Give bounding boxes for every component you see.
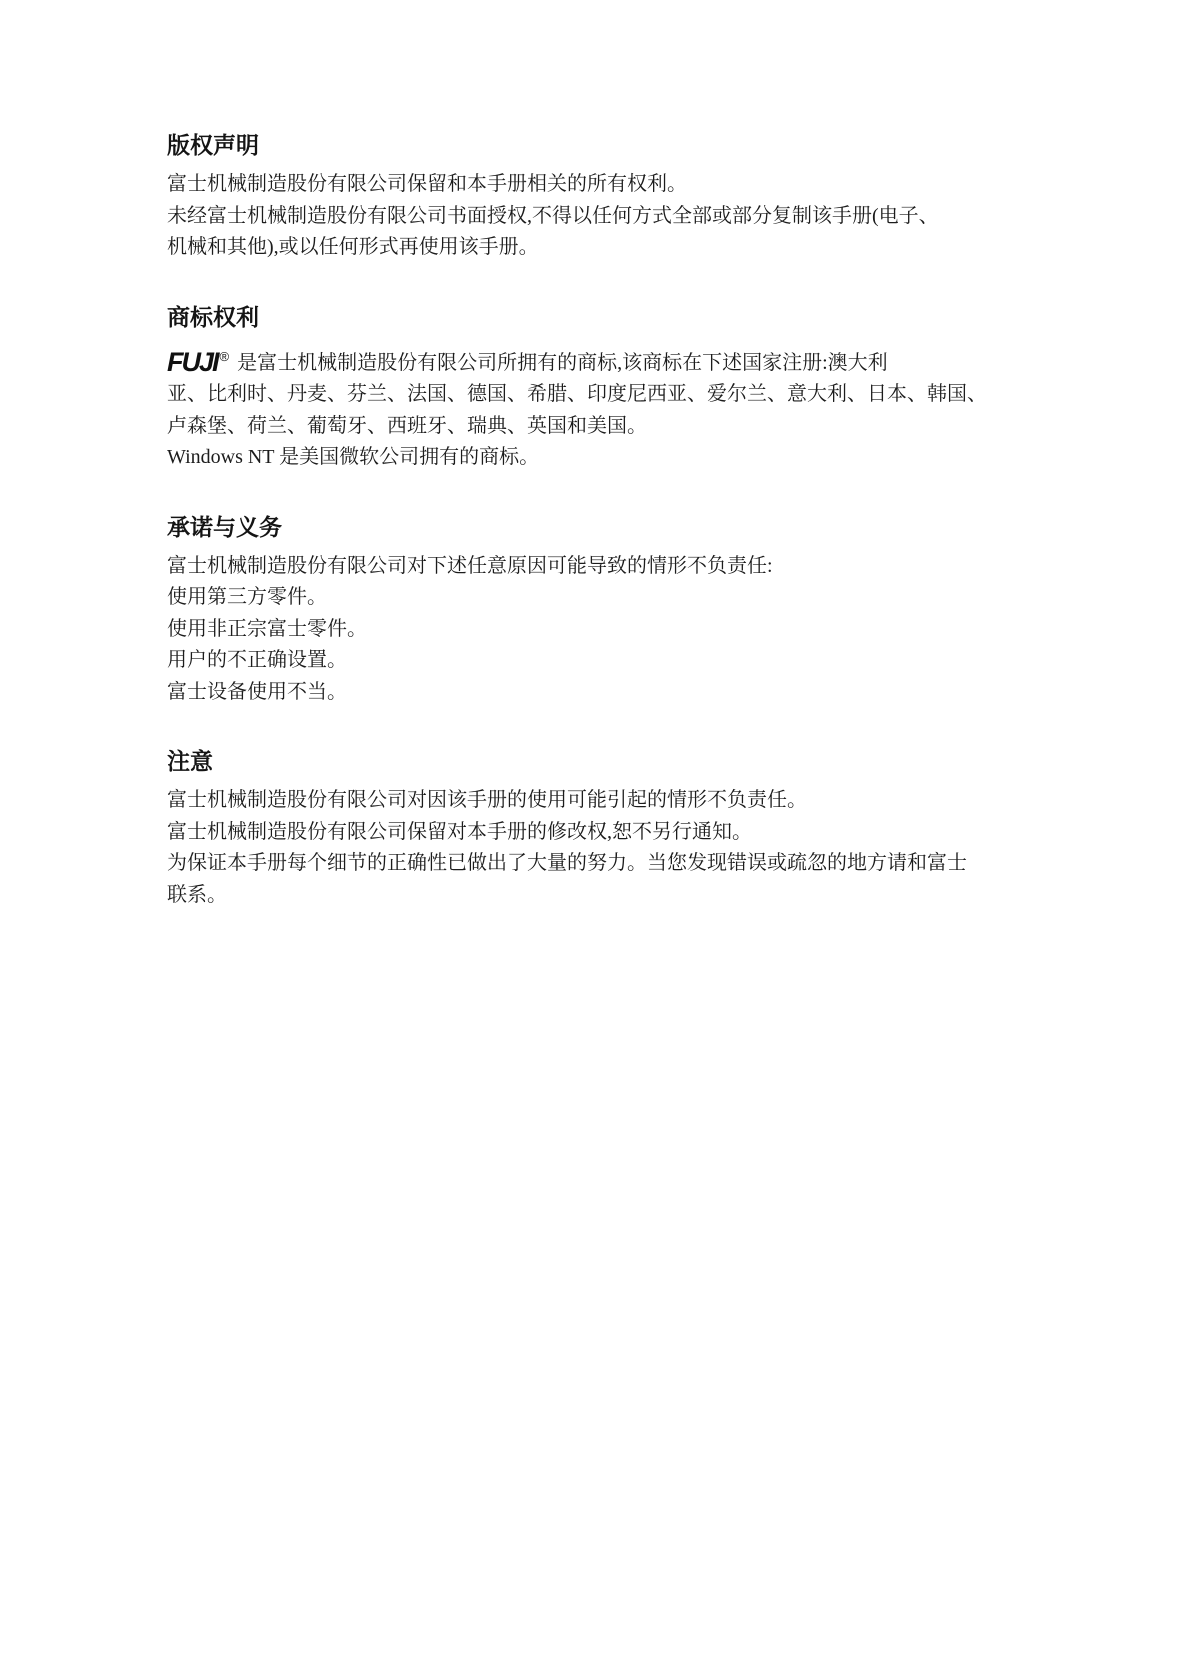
obligations-line: 使用非正宗富士零件。 — [167, 617, 367, 640]
copyright-line: 机械和其他),或以任何形式再使用该手册。 — [167, 236, 539, 258]
obligations-line: 用户的不正确设置。 — [167, 649, 347, 671]
page-content — [167, 130, 1029, 949]
registered-trademark-icon: ® — [219, 348, 230, 364]
obligations-line: 富士机械制造股份有限公司对下述任意原因可能导致的情形不负责任: — [167, 554, 773, 577]
trademark-heading: 商标权利 — [167, 304, 259, 330]
trademark-statement-text: 是富士机械制造股份有限公司所拥有的商标,该商标在下述国家注册:澳大利 — [237, 351, 888, 374]
notice-heading: 注意 — [167, 749, 213, 774]
notice-line: 富士机械制造股份有限公司保留对本手册的修改权,恕不另行通知。 — [167, 820, 752, 843]
obligations-line: 使用第三方零件。 — [167, 586, 327, 608]
copyright-line: 未经富士机械制造股份有限公司书面授权,不得以任何方式全部或部分复制该手册(电子、 — [167, 204, 939, 227]
notice-line: 联系。 — [167, 883, 227, 906]
fuji-logo — [167, 341, 229, 379]
copyright-heading: 版权声明 — [167, 133, 259, 158]
obligations-heading: 承诺与义务 — [167, 514, 282, 540]
notice-line: 为保证本手册每个细节的正确性已做出了大量的努力。当您发现错误或疏忽的地方请和富士 — [167, 852, 967, 874]
trademark-line: 卢森堡、荷兰、葡萄牙、西班牙、瑞典、英国和美国。 — [167, 414, 647, 437]
trademark-line: 亚、比利时、丹麦、芬兰、法国、德国、希腊、印度尼西亚、爱尔兰、意大利、日本、韩国、 — [167, 383, 987, 405]
section-copyright-notice — [167, 130, 1029, 264]
notice-line: 富士机械制造股份有限公司对因该手册的使用可能引起的情形不负责任。 — [167, 789, 807, 811]
fuji-logo-text: FUJI — [167, 346, 218, 377]
obligations-line: 富士设备使用不当。 — [167, 680, 347, 703]
windows-nt-trademark-line: Windows NT 是美国微软公司拥有的商标。 — [167, 446, 540, 468]
section-trademark-rights — [167, 302, 1029, 474]
trademark-statement-line — [167, 341, 1029, 380]
section-notice — [167, 746, 1029, 911]
section-commitments-obligations — [167, 512, 1029, 709]
copyright-line: 富士机械制造股份有限公司保留和本手册相关的所有权利。 — [167, 173, 687, 195]
